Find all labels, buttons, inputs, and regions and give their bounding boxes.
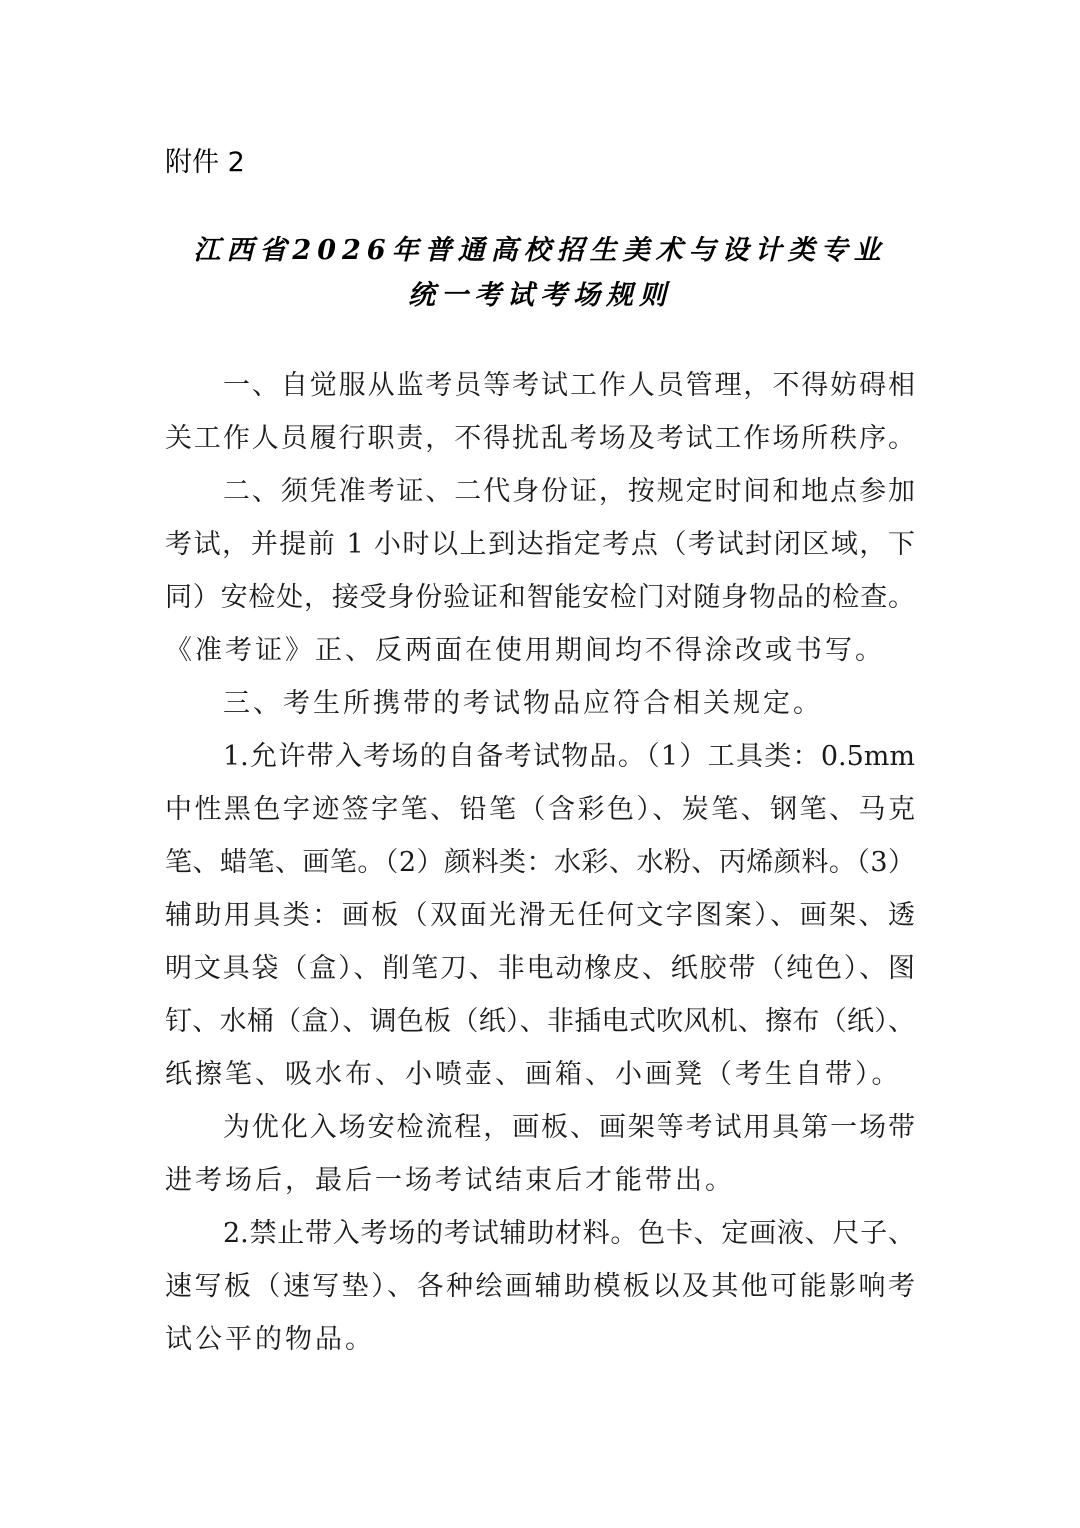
body-text-line: 进考场后，最后一场考试结束后才能带出。 xyxy=(165,1165,735,1196)
body-text-line: 一、自觉服从监考员等考试工作人员管理，不得妨碍相 xyxy=(223,370,915,401)
attachment-label: 附件 2 xyxy=(165,147,245,178)
body-text-line: 中性黑色字迹签字笔、铅笔（含彩色）、炭笔、钢笔、马克 xyxy=(165,794,915,825)
body-text-line: 《准考证》正、反两面在使用期间均不得涂改或书写。 xyxy=(165,635,885,666)
body-text-line: 辅助用具类：画板（双面光滑无任何文字图案）、画架、透 xyxy=(165,900,915,931)
document-body xyxy=(165,363,915,1370)
body-text-line: 试公平的物品。 xyxy=(165,1324,375,1355)
body-text-line: 同）安检处，接受身份验证和智能安检门对随身物品的检查。 xyxy=(165,582,915,613)
body-text-line: 二、须凭准考证、二代身份证，按规定时间和地点参加 xyxy=(223,476,915,507)
body-text-line: 考试，并提前 1 小时以上到达指定考点（考试封闭区域，下 xyxy=(165,529,915,560)
body-text-line: 纸擦笔、吸水布、小喷壶、画箱、小画凳（考生自带）。 xyxy=(165,1059,902,1090)
body-text-line: 1.允许带入考场的自备考试物品。（1）工具类：0.5mm xyxy=(223,741,915,772)
body-text-line: 三、考生所携带的考试物品应符合相关规定。 xyxy=(223,688,823,719)
body-text-line: 速写板（速写垫）、各种绘画辅助模板以及其他可能影响考 xyxy=(165,1271,915,1302)
body-text-line: 为优化入场安检流程，画板、画架等考试用具第一场带 xyxy=(223,1112,915,1143)
body-text-line: 2.禁止带入考场的考试辅助材料。色卡、定画液、尺子、 xyxy=(223,1218,915,1249)
body-text-line: 钉、水桶（盒）、调色板（纸）、非插电式吹风机、擦布（纸）、 xyxy=(165,1006,915,1037)
body-text-line: 关工作人员履行职责，不得扰乱考场及考试工作场所秩序。 xyxy=(165,423,915,454)
body-text-line: 笔、蜡笔、画笔。（2）颜料类：水彩、水粉、丙烯颜料。（3） xyxy=(165,847,915,878)
body-text-line: 明文具袋（盒）、削笔刀、非电动橡皮、纸胶带（纯色）、图 xyxy=(165,953,915,984)
document-title-line-1: 江西省2026年普通高校招生美术与设计类专业 xyxy=(193,235,887,266)
document-title-line-2: 统一考试考场规则 xyxy=(408,280,672,311)
